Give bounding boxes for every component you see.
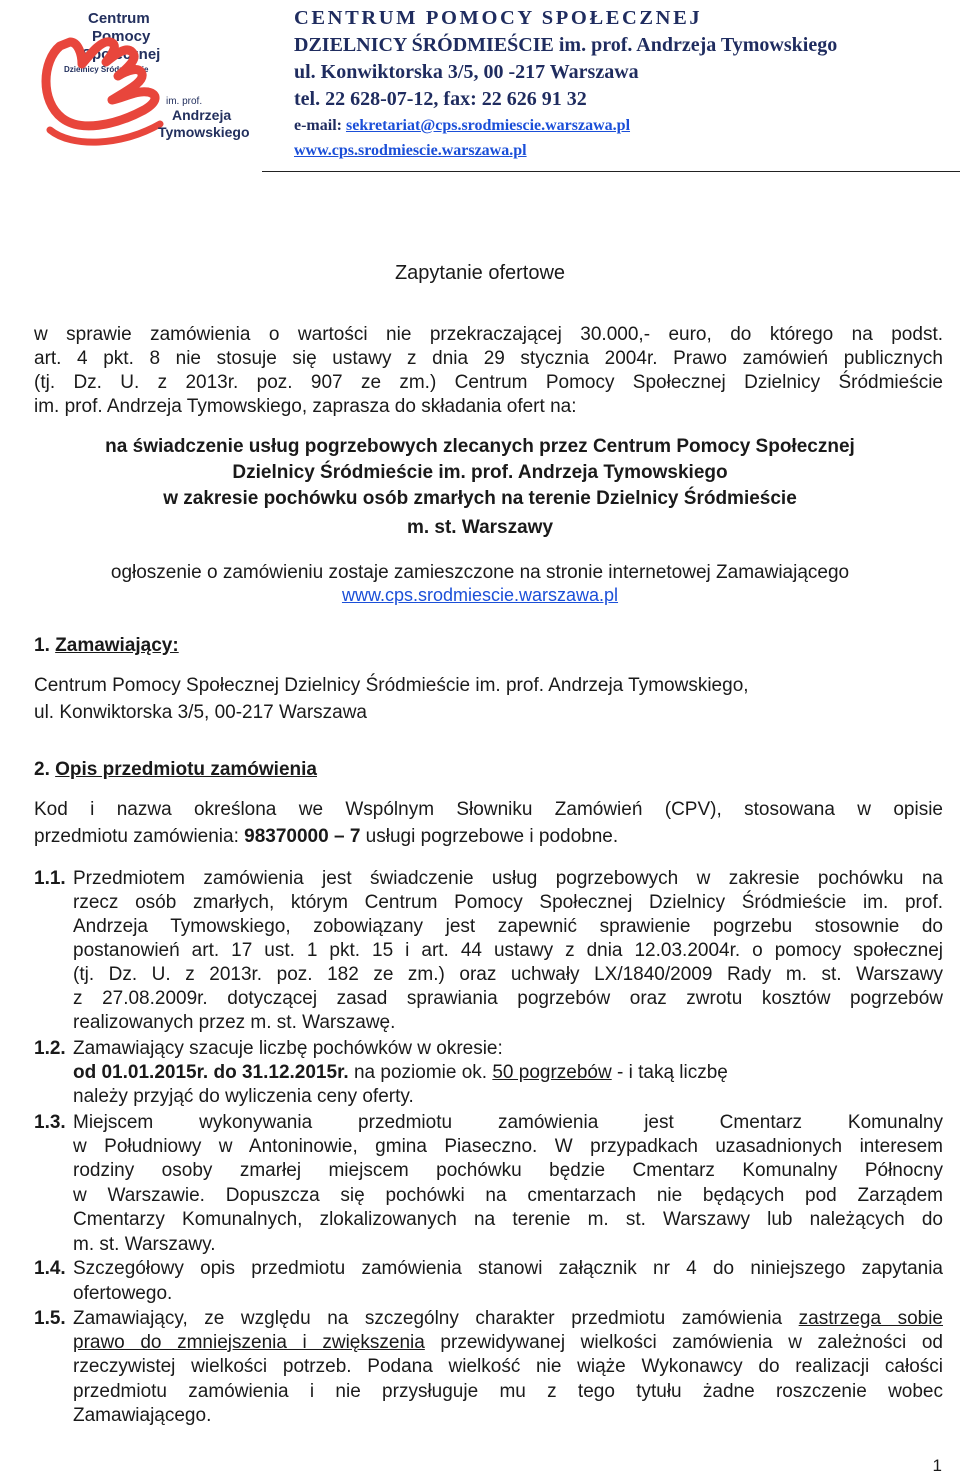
intro-line-3: (tj. Dz. U. z 2013r. poz. 907 ze zm.) Centrum Pomocy Społecznej Dzielnicy Śródmieście xyxy=(34,372,943,393)
p12-line-1: Zamawiający szacuje liczbę pochówków w okresie: xyxy=(73,1038,503,1059)
intro-line-1: w sprawie zamówienia o wartości nie przekraczającej 30.000,- euro, do którego na podst. xyxy=(34,324,943,345)
p11-line-2: rzecz osób zmarłych, którym Centrum Pomocy Społecznej Dzielnicy Śródmieście im. prof. xyxy=(73,892,943,913)
p15-line-4: przedmiotu zamówienia i nie przysługuje mu z tego tytułu żadne roszczenie wobec xyxy=(73,1381,943,1402)
intro-line-2: art. 4 pkt. 8 nie stosuje się ustawy z dnia 29 stycznia 2004r. Prawo zamówień publicznych xyxy=(34,348,943,369)
p14-number: 1.4. xyxy=(34,1258,66,1279)
cpv-prefix: przedmiotu zamówienia: xyxy=(34,826,245,847)
letterhead-phone: tel. 22 628-07-12, fax: 22 626 91 32 xyxy=(294,88,587,110)
letterhead-name: CENTRUM POMOCY SPOŁECZNEJ xyxy=(294,7,703,29)
logo-text-3: Społecznej xyxy=(82,46,161,63)
subject-line-1: na świadczenie usług pogrzebowych zlecanych przez Centrum Pomocy Społecznej xyxy=(105,436,855,457)
intro-line-4: im. prof. Andrzeja Tymowskiego, zaprasza do składania ofert na: xyxy=(34,396,577,417)
p15-line-2 xyxy=(73,1331,943,1355)
p15-line-1 xyxy=(73,1307,943,1331)
p12-period: od 01.01.2015r. do 31.12.2015r. xyxy=(73,1062,349,1083)
section-2-number: 2. xyxy=(34,759,50,780)
cpv-line-2 xyxy=(34,825,618,849)
letterhead-web-line xyxy=(294,138,944,163)
p11-line-3: Andrzeja Tymowskiego, zobowiązany jest zapewnić sprawienie pogrzebu stosownie do xyxy=(73,916,943,937)
notice-text: ogłoszenie o zamówieniu zostaje zamieszczone na stronie internetowej Zamawiającego xyxy=(110,562,850,583)
page-number: 1 xyxy=(932,1456,942,1475)
section-1-title: Zamawiający: xyxy=(55,635,179,656)
p12-count: 50 pogrzebów xyxy=(492,1062,612,1083)
section-1-number: 1. xyxy=(34,635,50,656)
logo-sig-1: im. prof. xyxy=(166,96,203,107)
p12-tail: - i taką liczbę xyxy=(611,1062,728,1083)
subject-line-4: m. st. Warszawy xyxy=(406,517,554,538)
website-link[interactable]: www.cps.srodmiescie.warszawa.pl xyxy=(294,142,527,159)
email-label: e-mail: xyxy=(294,117,346,134)
letterhead-district: DZIELNICY ŚRÓDMIEŚCIE im. prof. Andrzeja Tymowskiego xyxy=(294,34,838,56)
section-2-heading xyxy=(34,758,317,782)
header-divider xyxy=(262,171,960,172)
p13-line-4: w Warszawie. Dopuszcza się pochówki na cmentarzach nie będących pod Zarządem xyxy=(73,1185,943,1206)
notice-link[interactable]: www.cps.srodmiescie.warszawa.pl xyxy=(341,585,619,605)
logo-text-4: Dzielnicy Śródmieście xyxy=(64,65,149,74)
p15-line-1-text: Zamawiający, ze względu na szczególny charakter przedmiotu zamówienia xyxy=(73,1308,799,1329)
p11-line-7: realizowanych przez m. st. Warszawę. xyxy=(73,1012,396,1033)
document-title: Zapytanie ofertowe xyxy=(394,262,566,284)
subject-line-3: w zakresie pochówku osób zmarłych na terenie Dzielnicy Śródmieście xyxy=(163,488,797,509)
letterhead-address: ul. Konwiktorska 3/5, 00 -217 Warszawa xyxy=(294,61,639,83)
p13-line-6: m. st. Warszawy. xyxy=(73,1234,216,1255)
p13-line-3: rodziny osoby zmarłej miejscem pochówku będzie Cmentarz Komunalny Północny xyxy=(73,1160,943,1181)
p11-line-4: postanowień art. 17 ust. 1 pkt. 15 i art. 44 ustawy z dnia 12.03.2004r. o pomocy społecznej xyxy=(73,940,943,961)
p13-line-5: Cmentarzy Komunalnych, zlokalizowanych na terenie m. st. Warszawy lub należących do xyxy=(73,1209,943,1230)
p13-line-1: Miejscem wykonywania przedmiotu zamówienia jest Cmentarz Komunalny xyxy=(73,1112,943,1133)
p15-line-2-underlined: prawo do zmniejszenia i zwiększenia xyxy=(73,1332,425,1353)
cpv-line-1: Kod i nazwa określona we Wspólnym Słowniku Zamówień (CPV), stosowana w opisie xyxy=(34,799,943,820)
logo-sig-3: Tymowskiego xyxy=(158,124,250,140)
subject-line-2: Dzielnicy Śródmieście im. prof. Andrzeja Tymowskiego xyxy=(232,462,728,483)
p11-number: 1.1. xyxy=(34,868,66,889)
cpv-suffix: usługi pogrzebowe i podobne. xyxy=(360,826,619,847)
section-1-line-2: ul. Konwiktorska 3/5, 00-217 Warszawa xyxy=(34,702,368,723)
cpv-code: 98370000 – 7 xyxy=(244,826,361,847)
p15-line-1-underlined: zastrzega sobie xyxy=(798,1308,943,1329)
section-2-title: Opis przedmiotu zamówienia xyxy=(55,759,317,780)
p12-line-2 xyxy=(73,1061,728,1085)
p12-line-3: należy przyjąć do wyliczenia ceny oferty. xyxy=(73,1086,414,1107)
p12-number: 1.2. xyxy=(34,1038,66,1059)
p15-line-2-text: przewidywanej wielkości zamówienia w zależności od xyxy=(424,1332,943,1353)
p15-number: 1.5. xyxy=(34,1308,66,1329)
p15-line-3: rzeczywistej wielkości potrzeb. Podana wielkość nie wiąże Wykonawcy do realizacji całości xyxy=(73,1356,943,1377)
section-1-heading xyxy=(34,634,179,658)
letterhead-email-line xyxy=(294,113,944,138)
p14-line-1: Szczegółowy opis przedmiotu zamówienia stanowi załącznik nr 4 do niniejszego zapytania xyxy=(73,1258,943,1279)
letterhead xyxy=(294,4,944,163)
p13-number: 1.3. xyxy=(34,1112,66,1133)
p11-line-6: z 27.08.2009r. dotyczącej zasad sprawiania pogrzebów oraz zwrotu kosztów pogrzebów xyxy=(73,988,943,1009)
notice-link-wrap xyxy=(0,583,960,607)
p12-mid: na poziomie ok. xyxy=(348,1062,493,1083)
p13-line-2: w Południowy w Antoninowie, gmina Piaseczno. W przypadkach uzasadnionych interesem xyxy=(73,1136,943,1157)
p11-line-1: Przedmiotem zamówienia jest świadczenie usług pogrzebowych w zakresie pochówku na xyxy=(73,868,943,889)
section-1-line-1: Centrum Pomocy Społecznej Dzielnicy Śródmieście im. prof. Andrzeja Tymowskiego, xyxy=(34,675,749,696)
p15-line-5: Zamawiającego. xyxy=(73,1405,212,1426)
logo-text-1: Centrum xyxy=(88,10,150,27)
p14-line-2: ofertowego. xyxy=(73,1283,173,1304)
logo-text-2: Pomocy xyxy=(92,28,151,45)
logo xyxy=(32,6,264,156)
email-link[interactable]: sekretariat@cps.srodmiescie.warszawa.pl xyxy=(345,117,631,134)
logo-graphic xyxy=(32,6,264,156)
logo-sig-2: Andrzeja xyxy=(172,107,232,123)
p11-line-5: (tj. Dz. U. z 2013r. poz. 182 ze zm.) oraz uchwały LX/1840/2009 Rady m. st. Warszawy xyxy=(73,964,943,985)
